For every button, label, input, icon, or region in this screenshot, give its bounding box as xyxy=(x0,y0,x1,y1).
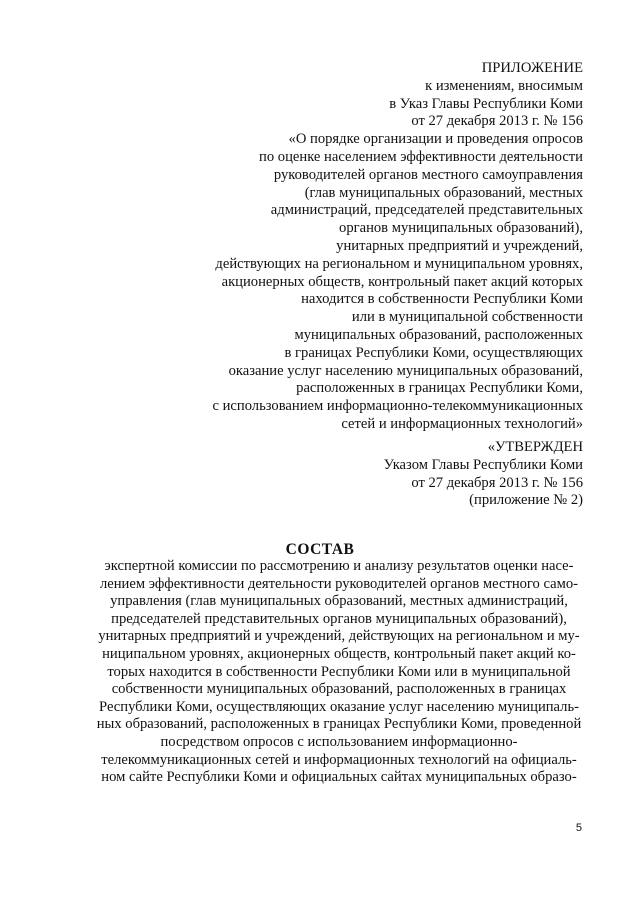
appendix-line: в Указ Главы Республики Коми xyxy=(389,95,583,112)
approved-line: Указом Главы Республики Коми xyxy=(383,456,583,473)
appendix-header xyxy=(103,60,583,434)
appendix-line: находится в собственности Республики Коми xyxy=(301,291,583,308)
body-line: управления (глав муниципальных образований, местных администраций, xyxy=(110,593,568,610)
appendix-line: в границах Республики Коми, осуществляющих xyxy=(284,344,583,361)
appendix-line: (глав муниципальных образований, местных xyxy=(304,184,583,201)
appendix-line: сетей и информационных технологий» xyxy=(341,415,583,432)
appendix-line: акционерных обществ, контрольный пакет акций которых xyxy=(221,273,583,290)
body-line: посредством опросов с использованием информационно- xyxy=(160,733,518,750)
document-heading: СОСТАВ xyxy=(285,541,355,558)
appendix-line: ПРИЛОЖЕНИЕ xyxy=(481,60,583,76)
body-line: телекоммуникационных сетей и информационных технологий на официаль- xyxy=(101,751,577,768)
body-line: председателей представительных органов муниципальных образований), xyxy=(111,610,567,627)
approved-line: от 27 декабря 2013 г. № 156 xyxy=(411,474,583,491)
body-line: собственности муниципальных образований, расположенных в границах xyxy=(111,681,567,698)
body-line: унитарных предприятий и учреждений, действующих на региональном и му- xyxy=(98,628,580,645)
appendix-line: расположенных в границах Республики Коми, xyxy=(296,380,583,397)
appendix-line: к изменениям, вносимым xyxy=(425,77,583,94)
body-line: ниципальном уровнях, акционерных обществ, контрольный пакет акций ко- xyxy=(102,645,576,662)
appendix-line: органов муниципальных образований), xyxy=(339,220,583,237)
page-number: 5 xyxy=(575,822,582,834)
appendix-line: по оценке населением эффективности деятельности xyxy=(259,148,583,165)
appendix-line: от 27 декабря 2013 г. № 156 xyxy=(411,113,583,130)
appendix-line: или в муниципальной собственности xyxy=(351,309,583,326)
appendix-line: с использованием информационно-телекоммуникационных xyxy=(212,398,583,415)
body-line: лением эффективности деятельности руководителей органов местного само- xyxy=(99,575,579,592)
appendix-line: «О порядке организации и проведения опросов xyxy=(288,131,583,148)
appendix-line: администраций, председателей представительных xyxy=(270,202,583,219)
approved-line: (приложение № 2) xyxy=(469,492,583,509)
approved-line: «УТВЕРЖДЕН xyxy=(487,439,583,455)
appendix-line: унитарных предприятий и учреждений, xyxy=(336,237,583,254)
body-line: торых находится в собственности Республики Коми или в муниципальной xyxy=(107,663,571,680)
approval-stamp-text xyxy=(283,439,583,510)
body-line: Республики Коми, осуществляющих оказание услуг населению муниципаль- xyxy=(99,698,579,715)
body-line: ном сайте Республики Коми и официальных сайтах муниципальных образо- xyxy=(101,769,577,786)
body-line: ных образований, расположенных в границах Республики Коми, проведенной xyxy=(96,716,582,733)
appendix-line: действующих на региональном и муниципальном уровнях, xyxy=(215,255,583,272)
body-line: экспертной комиссии по рассмотрению и анализу результатов оценки насе- xyxy=(104,558,574,574)
appendix-line: оказание услуг населению муниципальных образований, xyxy=(228,362,583,379)
appendix-line: муниципальных образований, расположенных xyxy=(294,326,583,343)
composition-description xyxy=(82,558,596,787)
appendix-line: руководителей органов местного самоуправления xyxy=(273,166,583,183)
